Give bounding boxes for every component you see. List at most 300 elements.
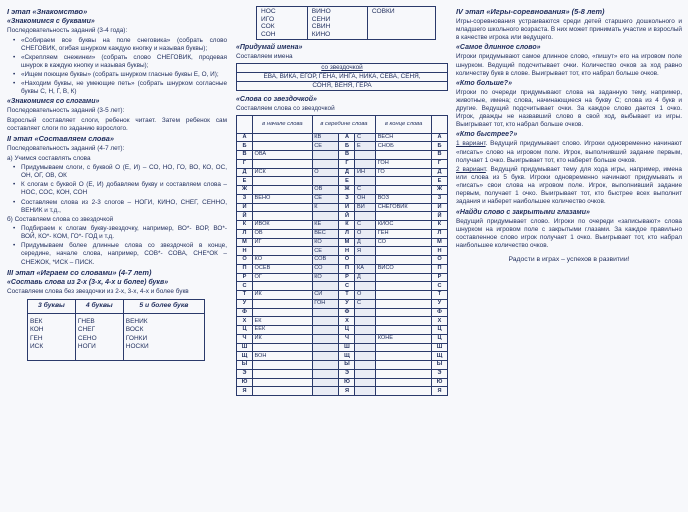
letter-cell: У [432,299,448,308]
table-header: в начале слова [253,115,313,133]
letter-cell: Д [432,168,448,177]
letter-cell: Л [237,229,253,238]
names-header: со звездочкой [237,63,448,72]
word-cell: ГО [376,168,432,177]
letter-cell: Ц [432,326,448,335]
letter-cell: Ц [432,334,448,343]
word-cell: КО [312,238,339,247]
word-cell [376,151,432,160]
letter-cell: Щ [237,352,253,361]
word-cell: СНЕГОВИК [376,203,432,212]
word-cell [253,186,313,195]
letter-cell: Ц [237,326,253,335]
letter-cell: Т [339,291,355,300]
names-table [236,63,448,91]
letter-cell: Я [237,387,253,396]
word-cell [253,159,313,168]
word-cell [355,334,376,343]
table-row [237,282,448,291]
word-cell [312,308,339,317]
column-right [456,6,682,264]
letter-cell: И [237,203,253,212]
table-row [237,177,448,186]
compose-title: «Составь слова из 2-х (3-х, 4-х и более) букв» [7,278,169,286]
letter-cell: З [339,194,355,203]
closed-eyes-text: Ведущий придумывает слово. Игроки по очереди «записывают» слова шнурком на игровом поле с закрытыми глазами. За каждое правильно составленное слово игрок получает 1 очко. Выигрывает тот, кто набрал наибольшее количество очков. [456,217,682,249]
footer-wish: Радости в играх – успехов в развитии! [508,256,630,264]
list-item: • Подбираем к слогам букву-звездочку, например, ВО*- ВОР, ВО*- ВОЙ, КО*- КОМ, ГО*- ГОД и т.д. [13,225,227,241]
word-cell [355,151,376,160]
table-row [237,229,448,238]
letter-cell: Б [237,142,253,151]
word-cell [376,352,432,361]
stage2-sequence: Последовательность заданий (4-7 лет): [7,145,125,153]
letter-cell: Л [432,229,448,238]
word-cell [253,361,313,370]
names-sub: Составляем имена [236,53,293,61]
table-row [237,212,448,221]
word-cell [312,343,339,352]
word-cell: ИН [355,168,376,177]
letter-cell: Ф [432,308,448,317]
word-cell: ОВ [253,229,313,238]
table-row [237,264,448,273]
word-cell [312,361,339,370]
table-header: в конце слова [376,115,432,133]
word-cell [253,212,313,221]
table-row [237,317,448,326]
list-item: • «Скрепляем снежинки» (собрать слово СНЕГОВИК, продевая шнурок в каждую кнопку и называя буквы); [13,54,227,70]
table-row [237,186,448,195]
letter-cell: З [432,194,448,203]
table-row [237,256,448,265]
table-row [237,352,448,361]
star-words-table [236,115,448,397]
names-row: СОНЯ, ВЕНЯ, ГЕРА [237,81,448,90]
letter-cell: О [432,256,448,265]
word-cell: ОВА [253,151,313,160]
subsection-a-list [13,164,227,215]
letter-cell: Е [339,177,355,186]
word-cell: ИК [253,291,313,300]
letter-cell: Р [339,273,355,282]
word-cell: ВЕНО [253,194,313,203]
word-cell [355,282,376,291]
word-cell: С [355,186,376,195]
word-cell: Д [355,238,376,247]
letter-cell: П [339,264,355,273]
letter-cell: Б [432,142,448,151]
letter-cell: Э [339,369,355,378]
table-row [237,159,448,168]
table-row [237,299,448,308]
letter-cell: О [339,256,355,265]
word-cell: КО [253,256,313,265]
word-cell [312,334,339,343]
column-left [7,6,227,361]
letter-cell: Ю [339,378,355,387]
letter-cell: Р [432,273,448,282]
word-cell [355,361,376,370]
letter-cell: Х [237,317,253,326]
table-row [237,273,448,282]
letter-cell: Я [339,387,355,396]
letter-cell: Н [432,247,448,256]
stage4-title: IV этап «Игры-соревнования» (5-8 лет) [456,7,605,16]
table-row [237,151,448,160]
letter-cell: Э [237,369,253,378]
syllables-sequence: Последовательность заданий (3-5 лет): [7,107,125,115]
letter-cell: Г [237,159,253,168]
letter-cell: М [339,238,355,247]
star-words-title: «Слова со звездочкой» [236,95,317,103]
letter-cell: М [432,238,448,247]
word-cell [376,291,432,300]
word-cell [312,326,339,335]
word-cell [376,317,432,326]
letter-cell: К [432,221,448,230]
list-item: • Составляем слова из 2-3 слогов – НОГИ, КИНО, СНЕГ, СЕННО, ВЕНИК и т.д., [13,199,227,215]
word-cell [312,317,339,326]
word-cell: КИОС [376,221,432,230]
word-cell [376,282,432,291]
letter-cell: Р [237,273,253,282]
word-cell: ИК [253,334,313,343]
more-text: Игроки по очереди придумывают слова на заданную тему, например, животные, имена; слова, начинающиеся на букву С; слова из 4 букв и другие. Ведущий подсчитывает очки. За каждое слово дается 1 очко. Игрок, дважды не назвавший слово в свой ход, выбывает из игры. Выигрывает тот, кто набрал больше очков. [456,88,682,129]
table-cell: СОВКИ [367,7,435,40]
table-row [237,334,448,343]
word-cell: О [312,168,339,177]
word-cell: ГЕН [376,229,432,238]
word-cell [312,159,339,168]
letter-cell: Ч [339,334,355,343]
variant2-text: 2 вариант. Ведущий придумывает тему для хода игры, например, имена или слова из 5 букв. Игроки одновременно начинают придумывать и «писать» свои слова на игровом поле. Игрок, выполнивший задание первым, получает 1 очко. Выигрывает тот, кто быстрее всех выполнит задания и наберет наибольшее количество очков. [456,166,682,206]
word-cell [253,247,313,256]
variant2-label: 2 вариант [456,166,486,174]
list-item: • Придумываем более длинные слова со звездочкой в конце, середине, начале слова, например, СОВ*- СОВА, СНЕ*ОК – СНЕЖОК, *ИСК – ПИСК. [13,242,227,266]
word-cell [355,369,376,378]
corner-cell [237,115,253,133]
table-cell: ВЕНИК ВОСК ГОНКИ НОСКИ [123,313,204,360]
word-cell: КО [312,273,339,282]
table-row [237,133,448,142]
table-row [237,387,448,396]
word-cell [376,212,432,221]
word-cell [376,369,432,378]
word-cell: КОНЕ [376,334,432,343]
word-cell [355,317,376,326]
word-cell [376,299,432,308]
word-cell: Д [355,273,376,282]
word-cell: ВЕС [312,229,339,238]
word-cell: С [355,133,376,142]
letter-cell: Ф [339,308,355,317]
letter-cell: И [432,203,448,212]
letter-cell: Щ [339,352,355,361]
table-row [237,168,448,177]
word-cell: ОВ [312,186,339,195]
table-cell: ВЕК КОН ГЕН ИСК [28,313,76,360]
stage3-title: III этап «Играем со словами» (4-7 лет) [7,267,152,277]
letter-cell: Е [237,177,253,186]
word-cell: ВОН [253,352,313,361]
word-cell [312,352,339,361]
letter-cell: Г [432,159,448,168]
word-cell: ОН [355,194,376,203]
longest-title: «Самое длинное слово» [456,44,541,52]
letter-cell: Ш [432,343,448,352]
list-item: • К слогам с буквой О (Е, И) добавляем букву и составляем слова – НОС, СОС, КОН, СОН [13,181,227,197]
letters-sequence: Последовательность заданий (3-4 года): [7,27,128,35]
word-cell [376,361,432,370]
table-row [237,221,448,230]
word-cell: ИВОК [253,221,313,230]
letter-cell: Ж [237,186,253,195]
letter-cell: К [237,221,253,230]
table-row [237,369,448,378]
word-cell [253,133,313,142]
table-cell: ВИНО СЕНИ СВИН КИНО [307,7,367,40]
subsection-b-label: б) Составляем слова со звездочкой [7,215,114,223]
word-cell: ИСК [253,168,313,177]
word-cell: ОГ [253,273,313,282]
table-row [237,378,448,387]
word-cell: КА [355,264,376,273]
list-item: • «Находим буквы, не умеющие петь» (собрать шнурком согласные буквы С, Н, Г, В, К) [13,80,227,96]
word-cell: СЕ [312,247,339,256]
table-row [237,326,448,335]
word-cell: СНОБ [376,142,432,151]
letter-cell: Б [339,142,355,151]
letter-cell: Т [432,291,448,300]
letter-cell: Ч [237,334,253,343]
word-cell: ВОЗ [376,194,432,203]
table-row [237,343,448,352]
letter-cell: Ж [432,186,448,195]
table-row [237,238,448,247]
word-cell [376,378,432,387]
letter-cell: В [237,151,253,160]
letter-cell: Й [339,212,355,221]
word-cell [355,212,376,221]
word-cell [253,203,313,212]
closed-eyes-title: «Найди слово с закрытыми глазами» [456,208,590,216]
list-item: • «Собираем все буквы на поле снеговика» (собрать слово СНЕГОВИК, огибая шнурком каждую кнопку и называя буквы); [13,37,227,53]
subsection-a-label: а) Учимся составлять слова [7,154,91,162]
stage1-title: I этап «Знакомство» [7,7,88,16]
letter-cell: О [237,256,253,265]
word-cell: Е [355,142,376,151]
letter-cell: Э [432,369,448,378]
word-cell: СО [376,238,432,247]
stage4-text: Игры-соревнования устраиваются среди детей старшего дошкольного и младшего школьного возраста. В них может принимать участие и взрослый в качестве игрока или ведущего. [456,18,682,42]
word-cell [253,177,313,186]
word-cell [376,177,432,186]
word-cell [253,299,313,308]
letter-cell: Ж [339,186,355,195]
word-cell [253,369,313,378]
word-cell [253,308,313,317]
word-cell: СЕ [312,142,339,151]
table-header: 5 и более букв [123,299,204,313]
word-cell [355,308,376,317]
letter-cell: У [339,299,355,308]
word-cell [355,159,376,168]
table-row [237,361,448,370]
word-cell [355,177,376,186]
letters-count-table [27,299,205,361]
word-cell: С [355,299,376,308]
word-cell: ГОН [376,159,432,168]
longest-text: Игроки придумывают самое длинное слово, «пишут» его на игровом поле шнурком. Ведущий подсчитывает очки. Количество очков за ход равно количеству букв в слове. Выигрывает тот, кто набрал больше очков. [456,53,682,77]
letter-cell: А [432,133,448,142]
word-cell [376,273,432,282]
letter-cell: Т [237,291,253,300]
word-cell [253,142,313,151]
top-words-table [256,6,436,40]
word-cell [376,247,432,256]
compose-text: Составляем слова без звездочки из 2-х, 3-х, 4-х и более букв [7,287,189,295]
word-cell [312,282,339,291]
letter-cell: Щ [432,352,448,361]
table-header: в середине слова [312,115,375,133]
letter-cell: Я [432,387,448,396]
word-cell: КЕ [312,221,339,230]
table-cell: ГНЕВ СНЕГ СЕНО НОГИ [75,313,123,360]
letter-cell: Х [339,317,355,326]
word-cell: ГОН [312,299,339,308]
letter-cell: К [339,221,355,230]
table-row [237,194,448,203]
word-cell: КВ [312,133,339,142]
letter-cell: Ю [237,378,253,387]
letter-cell: П [237,264,253,273]
word-cell: ИГ [253,238,313,247]
word-cell [355,378,376,387]
table-header: 3 буквы [28,299,76,313]
list-item: • «Ищем поющие буквы» (собрать шнурком гласные буквы Е, О, И); [13,71,227,79]
word-cell: ЕК [253,317,313,326]
word-cell: ВИСО [376,264,432,273]
table-row [237,247,448,256]
letter-cell: И [339,203,355,212]
word-cell: О [355,291,376,300]
table-row [237,291,448,300]
word-cell [253,343,313,352]
word-cell: Я [355,247,376,256]
letter-cell: Г [339,159,355,168]
word-cell [376,343,432,352]
letters-list [13,37,227,97]
word-cell [312,369,339,378]
word-cell: ВИ [355,203,376,212]
names-row: ЕВА, ВИКА, ЕГОР, ГЕНА, ИНГА, НИКА, СЕВА, СЕНЯ, [237,72,448,81]
word-cell: СО [312,264,339,273]
syllables-title: «Знакомимся со слогами» [7,98,100,106]
letter-cell: Й [237,212,253,221]
word-cell [376,186,432,195]
word-cell: ВЕСН [376,133,432,142]
letter-cell: Ю [432,378,448,387]
faster-title: «Кто быстрее?» [456,131,518,139]
letter-cell: Л [339,229,355,238]
word-cell: О [355,229,376,238]
word-cell: С [355,221,376,230]
letter-cell: В [339,151,355,160]
letter-cell: Н [237,247,253,256]
word-cell [312,387,339,396]
letter-cell: С [432,282,448,291]
word-cell [312,177,339,186]
letter-cell: Ы [339,361,355,370]
names-title: «Придумай имена» [236,44,303,52]
letter-cell: Д [339,168,355,177]
letter-cell: Ш [339,343,355,352]
letter-cell: Ц [339,326,355,335]
letter-cell: Ф [237,308,253,317]
word-cell [355,343,376,352]
letter-cell: С [339,282,355,291]
letter-cell: М [237,238,253,247]
word-cell: СЕ [312,194,339,203]
subsection-b-list [13,225,227,266]
word-cell [253,282,313,291]
stage2-title: II этап «Составляем слова» [7,134,114,144]
letters-title: «Знакомимся с буквами» [7,18,95,26]
table-row [237,203,448,212]
variant1-label: 1 вариант [456,140,486,148]
letter-cell: Ш [237,343,253,352]
letter-cell: З [237,194,253,203]
letter-cell: Е [432,177,448,186]
table-row [237,308,448,317]
variant1-text: 1 вариант. Ведущий придумывает слово. Игроки одновременно начинают «писать» слово на игровом поле. Игрок, выполнивший задание первым, получает 1 очко. Выигрывает тот, кто наберет больше очков. [456,140,682,164]
word-cell: СИ [312,291,339,300]
word-cell [253,378,313,387]
more-title: «Кто больше?» [456,79,512,87]
word-cell [355,352,376,361]
word-cell [355,326,376,335]
letter-cell: А [237,133,253,142]
word-cell [253,387,313,396]
word-cell [312,378,339,387]
letter-cell: Ы [237,361,253,370]
word-cell: СОВ [312,256,339,265]
table-cell: НОС ИГО СОК СОН [257,7,308,40]
word-cell [376,326,432,335]
letter-cell: Й [432,212,448,221]
word-cell: ЕЕК [253,326,313,335]
corner-cell [432,115,448,133]
letter-cell: С [237,282,253,291]
syllables-text: Взрослый составляет слоги, ребенок читает. Затем ребенок сам составляет слоги по заданию взрослого. [7,116,227,132]
list-item: • Придумываем слоги, с буквой О (Е, И) – СО, НО, ГО, ВО, КО, ОС, ОН, ОГ, ОВ, ОК [13,164,227,180]
letter-cell: Н [339,247,355,256]
word-cell [355,256,376,265]
word-cell: ОСЕВ [253,264,313,273]
letter-cell: Ы [432,361,448,370]
letter-cell: П [432,264,448,273]
word-cell [312,151,339,160]
letter-cell: Д [237,168,253,177]
table-header: 4 буквы [75,299,123,313]
word-cell [312,212,339,221]
letter-cell: В [432,151,448,160]
word-cell [376,308,432,317]
word-cell [355,387,376,396]
column-middle [236,6,448,396]
letter-cell: Х [432,317,448,326]
